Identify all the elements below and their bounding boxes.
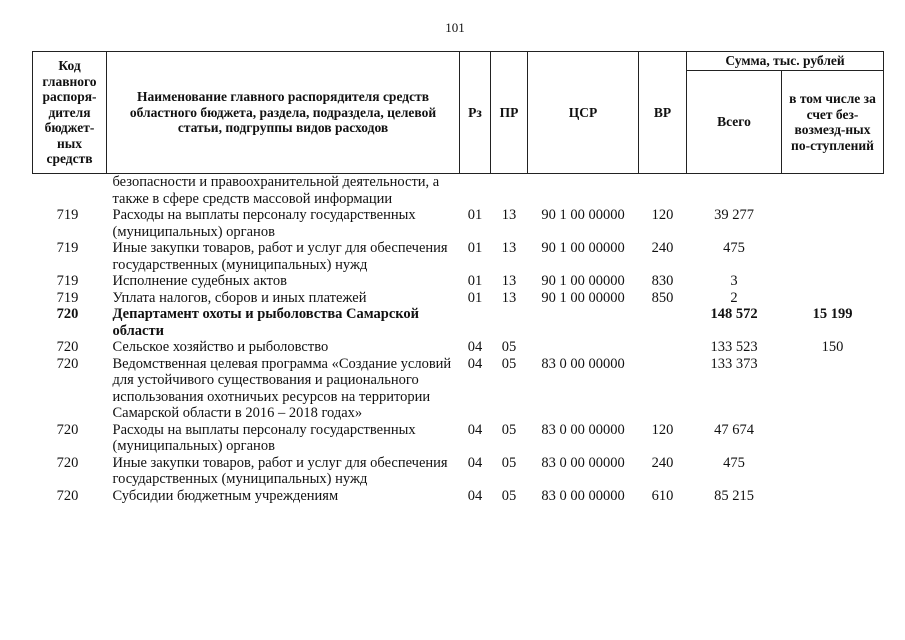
cell-name: безопасности и правоохранительной деятельности, а также в сфере средств массовой информации: [112, 174, 440, 207]
cell-code: 720: [56, 421, 79, 438]
cell-name: Расходы на выплаты персоналу государственных (муниципальных) органов: [112, 207, 416, 240]
cell-rz: 04: [467, 487, 483, 504]
cell-total: 85 215: [714, 487, 754, 504]
cell-free: [782, 273, 884, 290]
cell-vr: [639, 174, 687, 208]
cell-vr: 240: [651, 454, 674, 471]
cell-csr: 83 0 00 00000: [541, 421, 625, 438]
table-body: [33, 174, 884, 505]
cell-csr: 83 0 00 00000: [541, 355, 625, 372]
cell-total: 475: [723, 240, 745, 256]
cell-code: 719: [56, 273, 79, 289]
cell-total: 475: [723, 454, 745, 471]
cell-csr: [528, 339, 639, 356]
cell-code: 720: [56, 487, 79, 504]
cell-vr: [639, 356, 687, 422]
cell-rz: 01: [467, 289, 483, 306]
cell-total: 2: [730, 289, 738, 306]
table-row: [33, 240, 884, 273]
cell-name: Ведомственная целевая программа «Создание условий для устойчивого существования и рационального использования охотничьих ресурсов на территории Самарской области в 2016 – 2018 годах»: [112, 355, 452, 421]
cell-name: Иные закупки товаров, работ и услуг для обеспечения государственных (муниципальных) нужд: [112, 454, 448, 487]
cell-vr: 610: [651, 487, 674, 504]
cell-rz: [460, 306, 491, 339]
cell-name: Департамент охоты и рыболовства Самарской области: [112, 306, 420, 339]
cell-pr: 05: [501, 339, 517, 355]
cell-csr: 90 1 00 00000: [541, 240, 625, 256]
table-row: [33, 339, 884, 356]
header-free: в том числе за счет без-возмезд-ных по-ступлений: [782, 71, 884, 174]
header-total: Всего: [687, 71, 782, 174]
cell-pr: [491, 306, 528, 339]
cell-total: [687, 174, 782, 208]
cell-csr: 83 0 00 00000: [541, 487, 625, 504]
cell-total: 3: [730, 273, 738, 289]
cell-free: [782, 240, 884, 273]
header-pr: ПР: [491, 52, 528, 174]
cell-rz: 04: [467, 339, 483, 355]
cell-total: 47 674: [714, 421, 754, 438]
cell-rz: [460, 174, 491, 208]
table-row: [33, 207, 884, 240]
cell-free: [782, 290, 884, 307]
cell-name: Сельское хозяйство и рыболовство: [112, 339, 329, 355]
cell-vr: 850: [651, 289, 674, 306]
cell-total: 133 523: [710, 339, 758, 355]
cell-pr: 13: [501, 207, 517, 223]
cell-code: 720: [56, 355, 79, 372]
cell-rz: 04: [467, 421, 483, 438]
cell-name: Уплата налогов, сборов и иных платежей: [112, 289, 367, 306]
cell-name: Расходы на выплаты персоналу государственных (муниципальных) органов: [112, 421, 416, 454]
header-sum: Сумма, тыс. рублей: [687, 52, 884, 71]
table-row-department: [33, 306, 884, 339]
cell-vr: [639, 306, 687, 339]
cell-pr: 05: [501, 421, 517, 438]
cell-csr: 90 1 00 00000: [541, 273, 625, 289]
cell-vr: 830: [651, 273, 674, 289]
cell-name: Исполнение судебных актов: [112, 273, 287, 289]
cell-pr: 13: [501, 240, 517, 256]
cell-csr: 90 1 00 00000: [541, 207, 625, 223]
cell-total: 39 277: [714, 207, 754, 223]
cell-csr: 90 1 00 00000: [541, 289, 625, 306]
cell-rz: 01: [467, 240, 483, 256]
header-name: Наименование главного распорядителя средств областного бюджета, раздела, подраздела, целевой статьи, подгруппы видов расходов: [107, 52, 460, 174]
cell-pr: 13: [501, 289, 517, 306]
table-row: [33, 174, 884, 208]
cell-total: 148 572: [710, 306, 758, 322]
cell-free: [782, 174, 884, 208]
cell-free: 150: [821, 339, 844, 355]
cell-rz: 01: [467, 207, 483, 223]
budget-table: [32, 51, 884, 504]
table-row: [33, 273, 884, 290]
cell-pr: 05: [501, 355, 517, 372]
cell-total: 133 373: [710, 355, 758, 372]
cell-code: 719: [56, 207, 79, 223]
cell-code: 720: [56, 339, 79, 355]
cell-code: [33, 174, 107, 208]
cell-vr: 240: [651, 240, 674, 256]
cell-vr: 120: [651, 207, 674, 223]
cell-csr: [528, 306, 639, 339]
table-row: [33, 422, 884, 455]
table-row: [33, 455, 884, 488]
table-row: [33, 356, 884, 422]
cell-free: [782, 455, 884, 488]
header-code: Код главного распоря-дителя бюджет-ных средств: [33, 52, 107, 174]
cell-code: 719: [56, 240, 79, 256]
cell-name: Иные закупки товаров, работ и услуг для обеспечения государственных (муниципальных) нужд: [112, 240, 448, 273]
cell-rz: 04: [467, 355, 483, 372]
cell-code: 720: [56, 454, 79, 471]
cell-csr: 83 0 00 00000: [541, 454, 625, 471]
table-row: [33, 290, 884, 307]
cell-code: 719: [56, 289, 79, 306]
cell-free: [782, 488, 884, 505]
page-number: 101: [445, 20, 465, 35]
cell-pr: [491, 174, 528, 208]
table-row: [33, 488, 884, 505]
cell-csr: [528, 174, 639, 208]
cell-pr: 05: [501, 454, 517, 471]
cell-code: 720: [56, 306, 79, 322]
cell-rz: 01: [467, 273, 483, 289]
cell-free: [782, 356, 884, 422]
cell-rz: 04: [467, 454, 483, 471]
cell-vr: 120: [651, 421, 674, 438]
cell-pr: 05: [501, 487, 517, 504]
cell-free: [782, 422, 884, 455]
cell-free: [782, 207, 884, 240]
cell-free: 15 199: [812, 306, 853, 322]
header-rz: Рз: [460, 52, 491, 174]
cell-pr: 13: [501, 273, 517, 289]
cell-vr: [639, 339, 687, 356]
header-vr: ВР: [639, 52, 687, 174]
cell-name: Субсидии бюджетным учреждениям: [112, 487, 339, 504]
header-csr: ЦСР: [528, 52, 639, 174]
